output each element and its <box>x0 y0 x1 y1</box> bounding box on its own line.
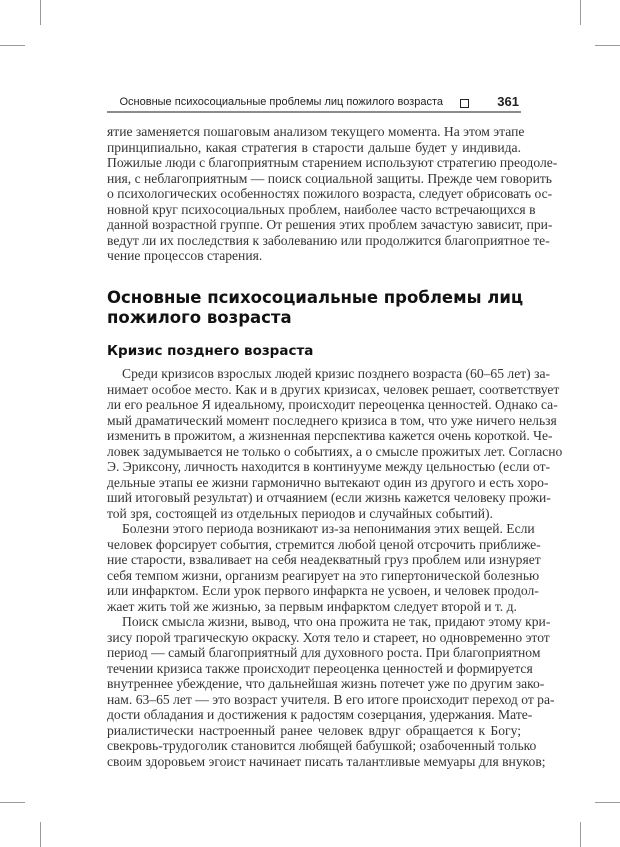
crop-mark <box>0 802 25 803</box>
text-line: зису порой трагическую окраску. Хотя тело и стареет, но одновременно этот <box>107 629 550 645</box>
crop-mark <box>580 0 581 25</box>
crop-mark <box>0 45 25 46</box>
text-line: ния, с неблагоприятным — поиск социальной защиты. Прежде чем говорить <box>107 170 552 186</box>
text-line: новной круг психосоциальных проблем, наиболее часто встречающихся в <box>107 201 536 217</box>
text-line: той зря, состоящей из отдельных периодов и случайных событий). <box>107 505 493 521</box>
text-line: своим здоровьем эгоист начинает писать талантливые мемуары для внуков; <box>107 753 546 769</box>
text-line: Среди кризисов взрослых людей кризис позднего возраста (60–65 лет) за- <box>122 366 551 381</box>
subsection-heading: Кризис позднего возраста <box>107 343 314 359</box>
text-line: Э. Эриксону, личность находится в континууме между цельностью (если от- <box>107 459 551 474</box>
text-line: Пожилые люди с благоприятным старением используют стратегию преодоле- <box>107 155 558 170</box>
text-line: свекровь-трудоголик становится любящей бабушкой; озабоченный только <box>107 738 537 753</box>
square-bullet-icon <box>460 99 469 108</box>
text-line: риалистически настроенный ранее человек вдруг обращается к Богу; <box>107 722 521 738</box>
text-line: Болезни этого периода возникают из-за непонимания этих вещей. Если <box>122 521 535 536</box>
text-line: мый драматический момент последнего кризиса в том, что уже ничего нельзя <box>107 412 557 428</box>
text-line: Поиск смысла жизни, вывод, что она прожита не так, придают этому кри- <box>122 614 551 629</box>
text-line: данной возрастной группе. От решения этих проблем зачастую зависит, при- <box>107 217 553 232</box>
page-number: 361 <box>497 94 519 109</box>
crop-mark <box>40 822 41 847</box>
text-line: жает жить той же жизнью, за первым инфарктом следует второй и т. д. <box>107 598 517 614</box>
crop-mark <box>595 802 620 803</box>
text-line: внутреннее убеждение, что дальнейшая жизнь потечет уже по другим зако- <box>107 676 545 691</box>
text-line: дости обладания и достижения к радостям созерцания, удержания. Мате- <box>107 707 533 722</box>
section-heading-line: Основные психосоциальные проблемы лиц <box>107 288 524 307</box>
section-heading-line: пожилого возраста <box>107 308 292 327</box>
text-line: ший итоговый результат) и отчаянием (если жизнь кажется человеку прожи- <box>107 490 551 505</box>
text-line: период — самый благоприятный для духовного роста. При благоприятном <box>107 645 541 660</box>
text-line: чение процессов старения. <box>107 248 263 263</box>
text-line: ли его реальное Я идеальному, происходит переоценка ценностей. Однако са- <box>107 397 558 412</box>
text-line: или инфарктом. Если урок первого инфаркта не усвоен, и человек продол- <box>107 583 539 598</box>
text-line: о психологических особенностях пожилого возраста, следует обрисовать ос- <box>107 186 553 201</box>
running-title: Основные психосоциальные проблемы лиц пожилого возраста <box>119 96 443 108</box>
text-line: себя темпом жизни, организм реагирует на это гипертонической болезнью <box>107 567 540 583</box>
text-line: дельные этапы ее жизни гармонично вытекают один из другого и есть хоро- <box>107 474 549 490</box>
crop-mark <box>40 0 41 25</box>
text-line: ловек задумывается не только о событиях, а о смысле прожитых лет. Согласно <box>107 443 563 459</box>
text-line: ведут ли их последствия к заболеванию или продолжится благоприятное те- <box>107 232 550 248</box>
text-line: принципиально, какая стратегия в старости дальше будет у индивида. <box>107 139 521 155</box>
text-line: ние старости, взваливает на себя неадекватный груз проблем или изнуряет <box>107 552 541 567</box>
text-line: нимает особое место. Как и в других кризисах, человек решает, соответствует <box>107 381 560 397</box>
text-line: ятие заменяется пошаговым анализом текущего момента. На этом этапе <box>107 124 525 139</box>
text-line: человек форсирует события, стремится любой ценой отсрочить приближе- <box>107 536 541 552</box>
text-line: нам. 63–65 лет — это возраст учителя. В его итоге происходит переход от ра- <box>107 691 555 707</box>
text-line: течении кризиса также происходит переоценка ценностей и формируется <box>107 660 533 676</box>
text-line: изменить в прожитом, а жизненная перспектива кажется очень короткой. Че- <box>107 428 553 443</box>
running-header <box>107 95 521 113</box>
crop-mark <box>580 822 581 847</box>
crop-mark <box>595 45 620 46</box>
